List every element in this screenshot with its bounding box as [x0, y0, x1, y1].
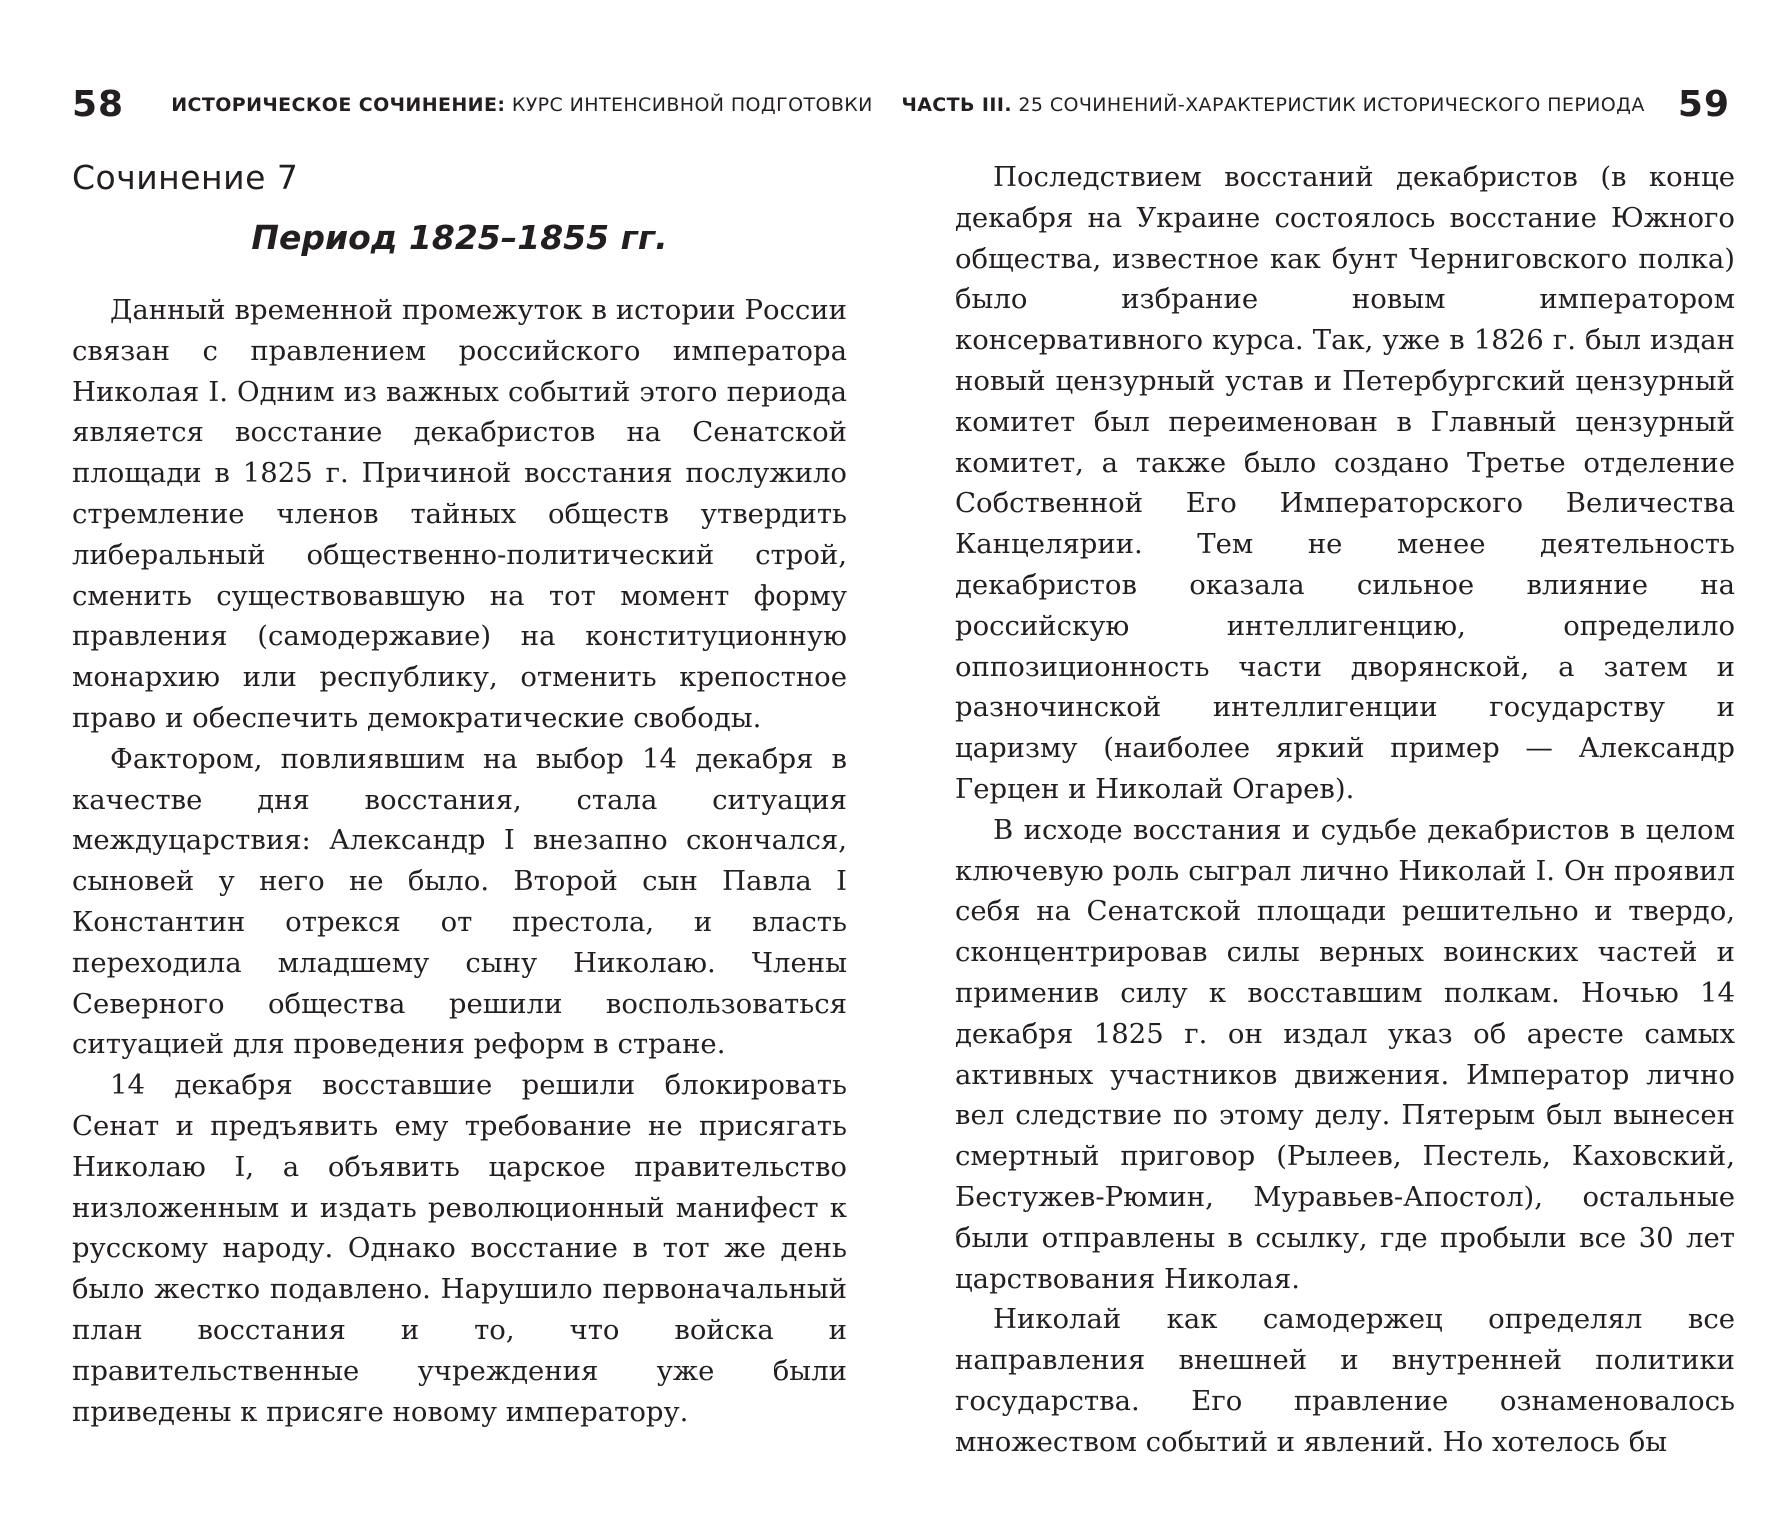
right-page-number: 59 [1677, 84, 1730, 125]
paragraph: В исходе восстания и судьбе декабристов в целом ключевую роль сыграл лично Николай I. Он проявил себя на Сенатской площади решительно и твердо, сконцентрировав силы верных воинских частей и применив силу к восставшим полкам. Ночью 14 декабря 1825 г. он издал указ об аресте самых активных участников движения. Император лично вел следствие по этому делу. Пятерым был вынесен смертный приговор (Рылеев, Пестель, Каховский, Бестужев-Рюмин, Муравьев-Апостол), остальные были отправлены в ссылку, где пробыли все 30 лет царствования Николая. [955, 813, 1735, 1295]
paragraph: Фактором, повлиявшим на выбор 14 декабря в качестве дня восстания, стала ситуация междуцарствия: Александр I внезапно скончался, сыновей у него не было. Второй сын Павла I Константин отрекся от престола, и власть переходила младшему сыну Николаю. Члены Северного общества решили воспользоваться ситуацией для проведения реформ в стране. [72, 742, 847, 1061]
left-running-title-bold: ИСТОРИЧЕСКОЕ СОЧИНЕНИЕ: [171, 93, 506, 116]
right-page [895, 0, 1790, 1535]
left-page-header [72, 84, 873, 125]
essay-label: Сочинение 7 [72, 158, 299, 197]
right-body-text [955, 157, 1735, 1463]
essay-title: Период 1825–1855 гг. [251, 218, 668, 257]
right-running-title-rest: 25 СОЧИНЕНИЙ-ХАРАКТЕРИСТИК ИСТОРИЧЕСКОГО ПЕРИОДА [1018, 93, 1645, 116]
paragraph: 14 декабря восставшие решили блокировать Сенат и предъявить ему требование не присягать Николаю I, а объявить царское правительство низложенным и издать революционный манифест к русскому народу. Однако восстание в тот же день было жестко подавлено. Нарушило первоначальный план восстания и то, что войска и правительственные учреждения уже были приведены к присяге новому императору. [72, 1069, 847, 1428]
right-running-title-bold: ЧАСТЬ III. [901, 93, 1012, 116]
left-page-number: 58 [72, 84, 125, 125]
paragraph: Последствием восстаний декабристов (в конце декабря на Украине состоялось восстание Южного общества, известное как бунт Черниговского полка) было избрание новым императором консервативного курса. Так, уже в 1826 г. был издан новый цензурный устав и Петербургский цензурный комитет был переименован в Главный цензурный комитет, а также было создано Третье отделение Собственной Его Императорского Величества Канцелярии. Тем не менее деятельность декабристов оказала сильное влияние на российскую интеллигенцию, определило оппозиционность части дворянской, а затем и разночинской интеллигенции государству и царизму (наиболее яркий пример — Александр Герцен и Николай Огарев). [955, 161, 1735, 805]
left-running-title-rest: КУРС ИНТЕНСИВНОЙ ПОДГОТОВКИ [511, 93, 873, 116]
left-running-title [171, 94, 873, 116]
right-page-header [901, 84, 1730, 125]
paragraph: Николай как самодержец определял все направления внешней и внутренней политики государства. Его правление ознаменовалось множеством событий и явлений. Но хотелось бы [955, 1303, 1735, 1458]
paragraph: Данный временной промежуток в истории России связан с правлением российского императора Николая I. Одним из важных событий этого периода является восстание декабристов на Сенатской площади в 1825 г. Причиной восстания послужило стремление членов тайных обществ утвердить либеральный общественно-политический строй, сменить существовавшую на тот момент форму правления (самодержавие) на конституционную монархию или республику, отменить крепостное право и обеспечить демократические свободы. [72, 294, 847, 734]
left-body-text [72, 290, 847, 1432]
right-running-title [901, 94, 1644, 116]
